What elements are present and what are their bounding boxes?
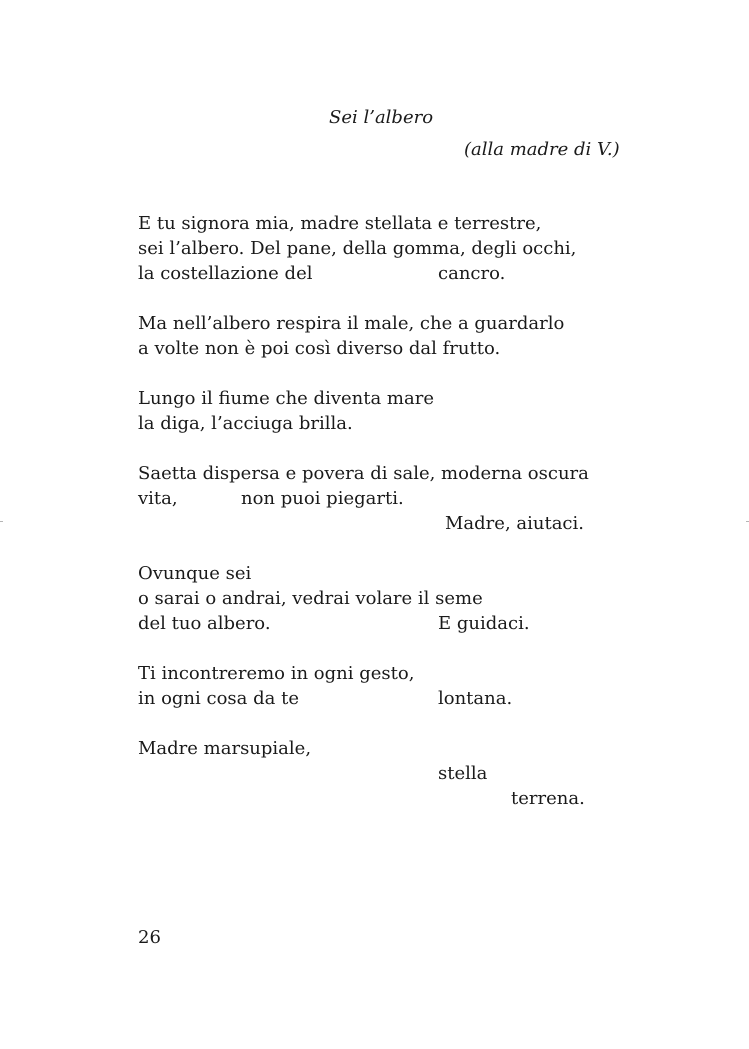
poem-line: Ovunque sei [138,563,252,584]
poem-line: E tu signora mia, madre stellata e terrestre, [138,213,542,234]
left-edge-mark [0,521,3,522]
poem-line: Madre marsupiale, [138,738,312,759]
poem-line: Lungo il fiume che diventa mare [138,388,434,409]
poem-line: a volte non è poi così diverso dal frutto. [138,338,501,359]
poem-line: Saetta dispersa e povera di sale, moderna oscura [138,463,589,484]
poem-line: sei l’albero. Del pane, della gomma, degli occhi, [138,238,577,259]
poem-line: stella [438,763,488,784]
poem-line-fragment: E guidaci. [438,613,530,634]
poem-line: vita, [138,488,178,509]
poem-line: in ogni cosa da te [138,688,299,709]
poem-line: Ti incontreremo in ogni gesto, [138,663,415,684]
poem-line: Madre, aiutaci. [445,513,584,534]
poem-line: la diga, l’acciuga brilla. [138,413,353,434]
poem-line-fragment: non puoi piegarti. [241,488,404,509]
poem-line: Ma nell’albero respira il male, che a guardarlo [138,313,565,334]
poem-line-fragment: lontana. [438,688,513,709]
poem-line: la costellazione del [138,263,313,284]
poem-line-fragment: cancro. [438,263,506,284]
poem-line: del tuo albero. [138,613,271,634]
poem-title: Sei l’albero [329,107,434,128]
poem-dedication: (alla madre di V.) [464,139,620,160]
page-number: 26 [138,927,161,948]
poem-line: terrena. [511,788,585,809]
poem-line: o sarai o andrai, vedrai volare il seme [138,588,483,609]
